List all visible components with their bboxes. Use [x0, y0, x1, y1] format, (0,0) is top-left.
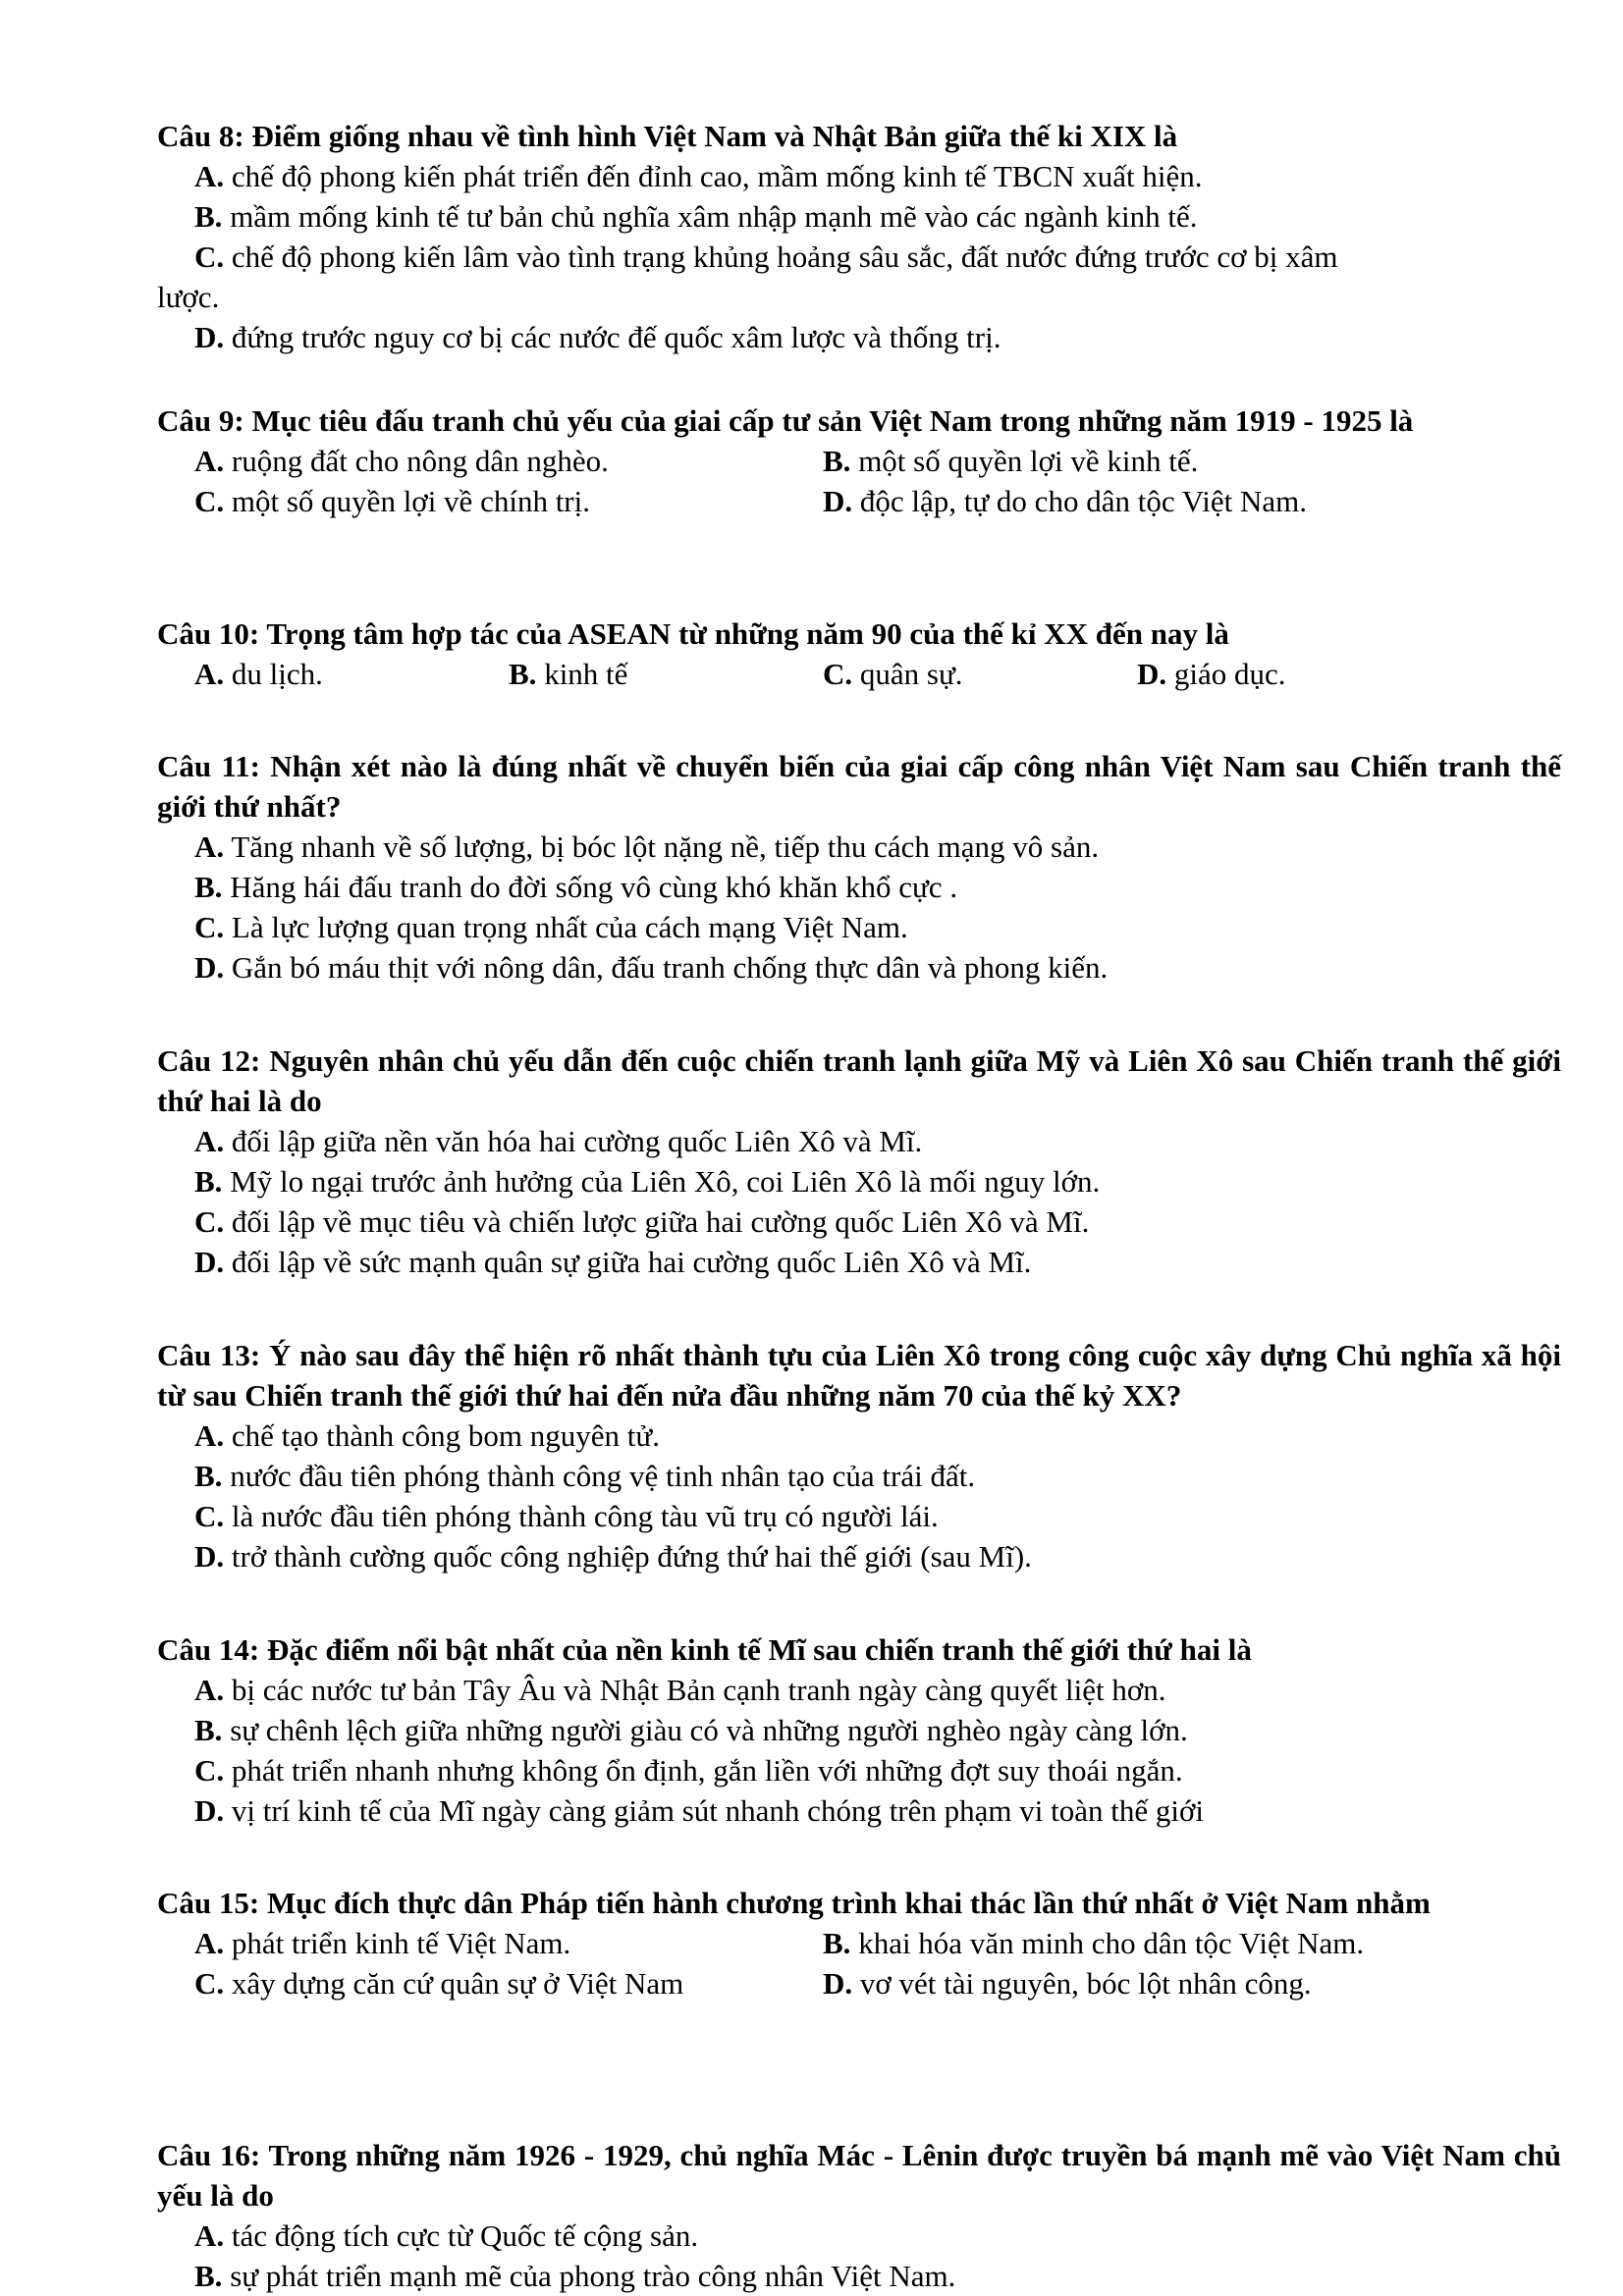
option-c-continuation: lược. — [157, 280, 220, 314]
option-c: C. quân sự. — [823, 657, 963, 691]
option-d: D. vị trí kinh tế của Mĩ ngày càng giảm sút nhanh chóng trên phạm vi toàn thế giới — [194, 1793, 1204, 1828]
option-a: A. du lịch. — [194, 657, 323, 691]
question-stem: Câu 16: Trong những năm 1926 - 1929, chủ nghĩa Mác - Lênin được truyền bá mạnh mẽ vào Việt Nam chủ yếu là do — [157, 2138, 1561, 2213]
option-b: B. khai hóa văn minh cho dân tộc Việt Nam. — [823, 1926, 1365, 1960]
option-c: C. chế độ phong kiến lâm vào tình trạng khủng hoảng sâu sắc, đất nước đứng trước cơ bị xâm — [194, 240, 1338, 274]
option-c: C. một số quyền lợi về chính trị. — [194, 484, 590, 518]
option-b: B. Hăng hái đấu tranh do đời sống vô cùng khó khăn khổ cực . — [194, 870, 958, 904]
option-d: D. độc lập, tự do cho dân tộc Việt Nam. — [823, 484, 1308, 518]
option-b: B. sự chênh lệch giữa những người giàu có và những người nghèo ngày càng lớn. — [194, 1713, 1188, 1747]
option-a: A. phát triển kinh tế Việt Nam. — [194, 1926, 571, 1960]
option-c: C. là nước đầu tiên phóng thành công tàu vũ trụ có người lái. — [194, 1499, 939, 1533]
option-b: B. Mỹ lo ngại trước ảnh hưởng của Liên Xô, coi Liên Xô là mối nguy lớn. — [194, 1164, 1101, 1199]
options-row — [157, 481, 1561, 521]
question-14 — [157, 1629, 1561, 1831]
question-9 — [157, 400, 1561, 521]
option-a: A. chế tạo thành công bom nguyên tử. — [194, 1418, 660, 1453]
option-d: D. đứng trước nguy cơ bị các nước đế quốc xâm lược và thống trị. — [194, 320, 1001, 354]
option-a: A. ruộng đất cho nông dân nghèo. — [194, 444, 609, 478]
option-b: B. sự phát triển mạnh mẽ của phong trào công nhân Việt Nam. — [194, 2259, 956, 2293]
option-d: D. giáo dục. — [1137, 657, 1286, 691]
option-c: C. đối lập về mục tiêu và chiến lược giữa hai cường quốc Liên Xô và Mĩ. — [194, 1204, 1090, 1239]
question-10 — [157, 614, 1561, 694]
question-stem: Câu 9: Mục tiêu đấu tranh chủ yếu của giai cấp tư sản Việt Nam trong những năm 1919 - 1925 là — [157, 403, 1414, 438]
options-row — [157, 441, 1561, 481]
option-b: B. một số quyền lợi về kinh tế. — [823, 444, 1199, 478]
option-a: A. đối lập giữa nền văn hóa hai cường quốc Liên Xô và Mĩ. — [194, 1124, 923, 1158]
option-a: A. Tăng nhanh về số lượng, bị bóc lột nặng nề, tiếp thu cách mạng vô sản. — [194, 829, 1100, 864]
question-11 — [157, 746, 1561, 988]
options-row — [157, 1923, 1561, 1963]
option-a: A. tác động tích cực từ Quốc tế cộng sản. — [194, 2218, 699, 2253]
option-b: B. kinh tế — [509, 657, 628, 691]
question-stem: Câu 13: Ý nào sau đây thể hiện rõ nhất thành tựu của Liên Xô trong công cuộc xây dựng Chủ nghĩa xã hội từ sau Chiến tranh thế giới thứ hai đến nửa đầu những năm 70 của thế kỷ XX? — [157, 1338, 1561, 1413]
question-12 — [157, 1041, 1561, 1282]
question-stem: Câu 10: Trọng tâm hợp tác của ASEAN từ những năm 90 của thế kỉ XX đến nay là — [157, 616, 1229, 651]
question-16 — [157, 2135, 1561, 2296]
question-stem: Câu 14: Đặc điểm nổi bật nhất của nền kinh tế Mĩ sau chiến tranh thế giới thứ hai là — [157, 1632, 1252, 1667]
option-d: D. vơ vét tài nguyên, bóc lột nhân công. — [823, 1966, 1312, 2001]
options-row — [157, 1963, 1561, 2003]
options-row — [157, 654, 1561, 694]
question-stem: Câu 12: Nguyên nhân chủ yếu dẫn đến cuộc chiến tranh lạnh giữa Mỹ và Liên Xô sau Chiến tranh thế giới thứ hai là do — [157, 1043, 1561, 1118]
question-15 — [157, 1883, 1561, 2003]
option-c: C. phát triển nhanh nhưng không ổn định, gắn liền với những đợt suy thoái ngắn. — [194, 1753, 1183, 1788]
question-13 — [157, 1335, 1561, 1576]
question-stem: Câu 8: Điểm giống nhau về tình hình Việt Nam và Nhật Bản giữa thế ki XIX là — [157, 119, 1178, 153]
option-a: A. chế độ phong kiến phát triển đến đỉnh cao, mầm mống kinh tế TBCN xuất hiện. — [194, 159, 1203, 193]
question-8 — [157, 116, 1561, 357]
option-d: D. Gắn bó máu thịt với nông dân, đấu tranh chống thực dân và phong kiến. — [194, 950, 1109, 985]
option-d: D. đối lập về sức mạnh quân sự giữa hai cường quốc Liên Xô và Mĩ. — [194, 1245, 1032, 1279]
option-b: B. mầm mống kinh tế tư bản chủ nghĩa xâm nhập mạnh mẽ vào các ngành kinh tế. — [194, 199, 1198, 234]
question-stem: Câu 11: Nhận xét nào là đúng nhất về chuyển biến của giai cấp công nhân Việt Nam sau Chiến tranh thế giới thứ nhất? — [157, 749, 1561, 824]
option-d: D. trở thành cường quốc công nghiệp đứng thứ hai thế giới (sau Mĩ). — [194, 1539, 1032, 1574]
option-a: A. bị các nước tư bản Tây Âu và Nhật Bản cạnh tranh ngày càng quyết liệt hơn. — [194, 1673, 1166, 1707]
option-c: C. xây dựng căn cứ quân sự ở Việt Nam — [194, 1966, 684, 2001]
option-c: C. Là lực lượng quan trọng nhất của cách mạng Việt Nam. — [194, 910, 908, 944]
question-stem: Câu 15: Mục đích thực dân Pháp tiến hành chương trình khai thác lần thứ nhất ở Việt Nam nhằm — [157, 1886, 1431, 1920]
option-b: B. nước đầu tiên phóng thành công vệ tinh nhân tạo của trái đất. — [194, 1459, 976, 1493]
